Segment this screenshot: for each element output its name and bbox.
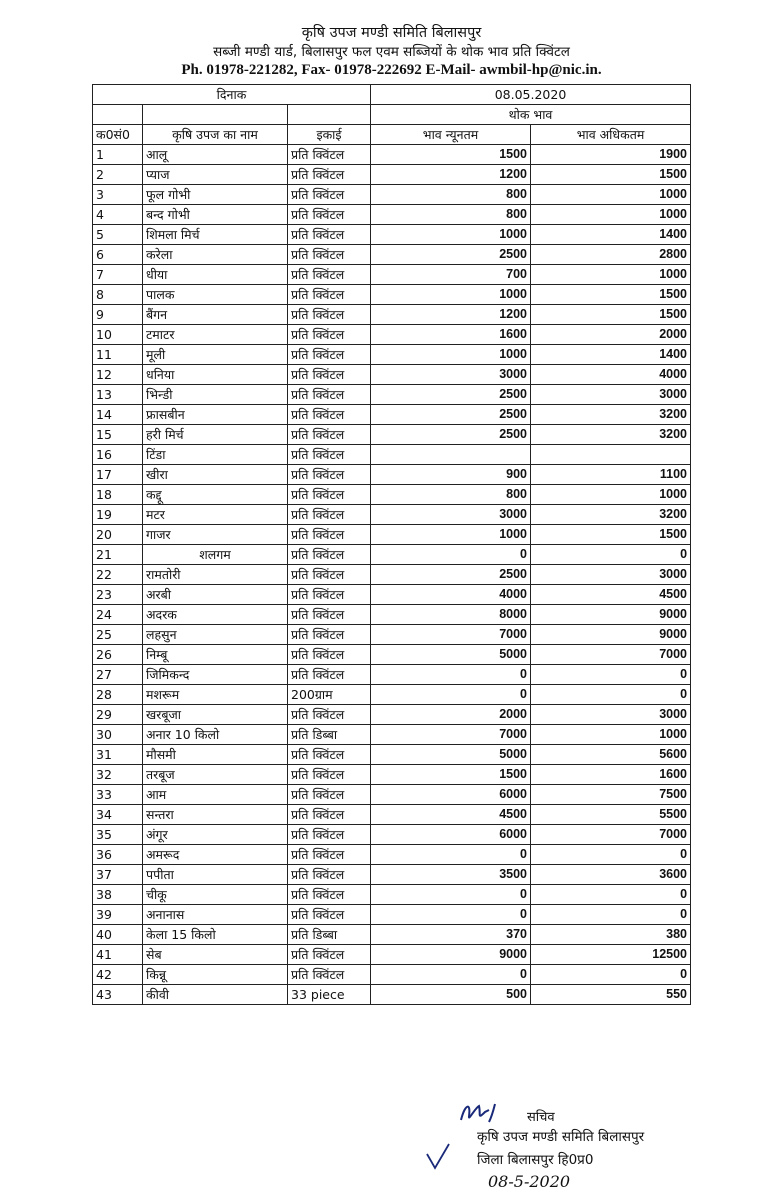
cell-unit: प्रति क्विंटल — [288, 145, 371, 165]
cell-max-rate: 7000 — [531, 645, 691, 665]
cell-unit: प्रति क्विंटल — [288, 885, 371, 905]
table-row — [93, 285, 691, 305]
cell-min-rate: 3000 — [371, 505, 531, 525]
cell-unit: प्रति क्विंटल — [288, 625, 371, 645]
cell-min-rate: 0 — [371, 685, 531, 705]
cell-unit: प्रति क्विंटल — [288, 445, 371, 465]
cell-serial: 30 — [93, 725, 143, 745]
cell-produce-name: भिन्डी — [143, 385, 288, 405]
cell-produce-name: तरबूज — [143, 765, 288, 785]
cell-produce-name: निम्बू — [143, 645, 288, 665]
cell-produce-name: फूल गोभी — [143, 185, 288, 205]
cell-produce-name: करेला — [143, 245, 288, 265]
cell-min-rate: 500 — [371, 985, 531, 1005]
cell-unit: प्रति क्विंटल — [288, 765, 371, 785]
table-row — [93, 845, 691, 865]
cell-unit: प्रति क्विंटल — [288, 785, 371, 805]
cell-min-rate: 9000 — [371, 945, 531, 965]
cell-min-rate: 1000 — [371, 345, 531, 365]
cell-produce-name: अमरूद — [143, 845, 288, 865]
cell-max-rate: 0 — [531, 885, 691, 905]
cell-produce-name: अदरक — [143, 605, 288, 625]
date-label: दिनाक — [93, 85, 371, 105]
cell-min-rate: 2500 — [371, 425, 531, 445]
cell-produce-name: अनार 10 किलो — [143, 725, 288, 745]
cell-min-rate — [371, 445, 531, 465]
cell-max-rate: 1100 — [531, 465, 691, 485]
cell-min-rate: 7000 — [371, 725, 531, 745]
cell-unit: प्रति क्विंटल — [288, 485, 371, 505]
table-row — [93, 585, 691, 605]
cell-min-rate: 2000 — [371, 705, 531, 725]
table-row — [93, 465, 691, 485]
cell-max-rate: 5500 — [531, 805, 691, 825]
cell-serial: 13 — [93, 385, 143, 405]
cell-serial: 26 — [93, 645, 143, 665]
cell-max-rate: 0 — [531, 665, 691, 685]
table-row — [93, 885, 691, 905]
signature-mark — [455, 1098, 525, 1128]
rate-table — [92, 84, 691, 1005]
cell-unit: प्रति क्विंटल — [288, 905, 371, 925]
column-header-row — [93, 125, 691, 145]
cell-unit: प्रति क्विंटल — [288, 705, 371, 725]
cell-unit: प्रति क्विंटल — [288, 465, 371, 485]
cell-max-rate: 9000 — [531, 605, 691, 625]
blank-cell — [143, 105, 288, 125]
cell-serial: 3 — [93, 185, 143, 205]
cell-max-rate: 4500 — [531, 585, 691, 605]
cell-max-rate: 0 — [531, 905, 691, 925]
table-row — [93, 145, 691, 165]
cell-min-rate: 1200 — [371, 165, 531, 185]
cell-unit: प्रति क्विंटल — [288, 845, 371, 865]
cell-max-rate: 1500 — [531, 165, 691, 185]
cell-serial: 23 — [93, 585, 143, 605]
cell-max-rate: 2000 — [531, 325, 691, 345]
cell-min-rate: 0 — [371, 545, 531, 565]
cell-unit: प्रति क्विंटल — [288, 225, 371, 245]
cell-serial: 22 — [93, 565, 143, 585]
cell-serial: 9 — [93, 305, 143, 325]
cell-unit: प्रति क्विंटल — [288, 185, 371, 205]
table-row — [93, 945, 691, 965]
cell-serial: 7 — [93, 265, 143, 285]
cell-min-rate: 1000 — [371, 225, 531, 245]
cell-min-rate: 6000 — [371, 785, 531, 805]
cell-unit: प्रति क्विंटल — [288, 385, 371, 405]
cell-serial: 14 — [93, 405, 143, 425]
cell-min-rate: 5000 — [371, 745, 531, 765]
cell-min-rate: 1500 — [371, 765, 531, 785]
cell-serial: 2 — [93, 165, 143, 185]
table-row — [93, 365, 691, 385]
table-row — [93, 705, 691, 725]
cell-max-rate: 3000 — [531, 705, 691, 725]
cell-min-rate: 1000 — [371, 525, 531, 545]
date-value: 08.05.2020 — [371, 85, 691, 105]
col-header-sn: क0सं0 — [93, 125, 143, 145]
table-row — [93, 785, 691, 805]
cell-produce-name: पालक — [143, 285, 288, 305]
signed-date: 08-5-2020 — [488, 1172, 571, 1191]
table-row — [93, 185, 691, 205]
designation: सचिव — [527, 1110, 555, 1125]
cell-serial: 31 — [93, 745, 143, 765]
signatory-org: कृषि उपज मण्डी समिति बिलासपुर — [477, 1129, 645, 1145]
wholesale-row — [93, 105, 691, 125]
cell-unit: प्रति क्विंटल — [288, 305, 371, 325]
signatory-district: जिला बिलासपुर हि0प्र0 — [477, 1152, 594, 1168]
cell-produce-name: मूली — [143, 345, 288, 365]
cell-min-rate: 800 — [371, 185, 531, 205]
table-row — [93, 725, 691, 745]
cell-min-rate: 0 — [371, 665, 531, 685]
cell-unit: प्रति क्विंटल — [288, 245, 371, 265]
table-row — [93, 805, 691, 825]
cell-max-rate: 5600 — [531, 745, 691, 765]
cell-unit: प्रति क्विंटल — [288, 965, 371, 985]
wholesale-label: थोक भाव — [371, 105, 691, 125]
cell-min-rate: 1600 — [371, 325, 531, 345]
cell-produce-name: शलगम — [143, 545, 288, 565]
cell-produce-name: अनानास — [143, 905, 288, 925]
cell-min-rate: 8000 — [371, 605, 531, 625]
cell-max-rate: 12500 — [531, 945, 691, 965]
cell-produce-name: कद्दू — [143, 485, 288, 505]
cell-produce-name: पपीता — [143, 865, 288, 885]
table-row — [93, 745, 691, 765]
cell-serial: 40 — [93, 925, 143, 945]
cell-unit: प्रति क्विंटल — [288, 285, 371, 305]
cell-produce-name: जिमिकन्द — [143, 665, 288, 685]
cell-serial: 6 — [93, 245, 143, 265]
cell-unit: प्रति क्विंटल — [288, 325, 371, 345]
cell-serial: 20 — [93, 525, 143, 545]
cell-max-rate: 1000 — [531, 205, 691, 225]
cell-min-rate: 900 — [371, 465, 531, 485]
cell-produce-name: शिमला मिर्च — [143, 225, 288, 245]
cell-serial: 19 — [93, 505, 143, 525]
cell-min-rate: 4000 — [371, 585, 531, 605]
cell-max-rate: 1500 — [531, 525, 691, 545]
cell-serial: 10 — [93, 325, 143, 345]
cell-max-rate: 1500 — [531, 305, 691, 325]
cell-serial: 34 — [93, 805, 143, 825]
cell-max-rate: 1400 — [531, 345, 691, 365]
cell-max-rate: 3200 — [531, 505, 691, 525]
cell-max-rate: 1000 — [531, 185, 691, 205]
cell-min-rate: 7000 — [371, 625, 531, 645]
cell-min-rate: 2500 — [371, 405, 531, 425]
cell-max-rate: 550 — [531, 985, 691, 1005]
date-row — [93, 85, 691, 105]
cell-serial: 41 — [93, 945, 143, 965]
table-row — [93, 325, 691, 345]
cell-produce-name: टमाटर — [143, 325, 288, 345]
cell-serial: 1 — [93, 145, 143, 165]
cell-produce-name: धीया — [143, 265, 288, 285]
cell-max-rate: 380 — [531, 925, 691, 945]
cell-unit: प्रति क्विंटल — [288, 345, 371, 365]
table-row — [93, 625, 691, 645]
cell-max-rate: 0 — [531, 685, 691, 705]
cell-serial: 25 — [93, 625, 143, 645]
cell-produce-name: बन्द गोभी — [143, 205, 288, 225]
cell-max-rate: 7500 — [531, 785, 691, 805]
table-row — [93, 425, 691, 445]
cell-unit: प्रति क्विंटल — [288, 585, 371, 605]
cell-max-rate: 3200 — [531, 405, 691, 425]
cell-max-rate: 9000 — [531, 625, 691, 645]
cell-max-rate — [531, 445, 691, 465]
cell-unit: प्रति क्विंटल — [288, 365, 371, 385]
cell-produce-name: मटर — [143, 505, 288, 525]
cell-produce-name: किन्नू — [143, 965, 288, 985]
cell-produce-name: सन्तरा — [143, 805, 288, 825]
cell-produce-name: अंगूर — [143, 825, 288, 845]
cell-unit: प्रति डिब्बा — [288, 725, 371, 745]
cell-min-rate: 0 — [371, 905, 531, 925]
cell-serial: 11 — [93, 345, 143, 365]
cell-produce-name: केला 15 किलो — [143, 925, 288, 945]
cell-min-rate: 2500 — [371, 245, 531, 265]
cell-min-rate: 370 — [371, 925, 531, 945]
cell-serial: 16 — [93, 445, 143, 465]
cell-max-rate: 1500 — [531, 285, 691, 305]
table-row — [93, 645, 691, 665]
col-header-unit: इकाई — [288, 125, 371, 145]
cell-max-rate: 3000 — [531, 565, 691, 585]
table-row — [93, 345, 691, 365]
table-row — [93, 485, 691, 505]
cell-serial: 8 — [93, 285, 143, 305]
table-row — [93, 765, 691, 785]
cell-max-rate: 0 — [531, 965, 691, 985]
col-header-name: कृषि उपज का नाम — [143, 125, 288, 145]
cell-max-rate: 1400 — [531, 225, 691, 245]
cell-produce-name: अरबी — [143, 585, 288, 605]
table-row — [93, 565, 691, 585]
cell-serial: 15 — [93, 425, 143, 445]
table-row — [93, 205, 691, 225]
cell-min-rate: 1000 — [371, 285, 531, 305]
cell-produce-name: आम — [143, 785, 288, 805]
cell-unit: 200ग्राम — [288, 685, 371, 705]
table-row — [93, 305, 691, 325]
table-row — [93, 405, 691, 425]
table-row — [93, 445, 691, 465]
cell-produce-name: टिंडा — [143, 445, 288, 465]
cell-serial: 32 — [93, 765, 143, 785]
cell-unit: प्रति क्विंटल — [288, 205, 371, 225]
cell-max-rate: 1000 — [531, 485, 691, 505]
cell-produce-name: हरी मिर्च — [143, 425, 288, 445]
cell-max-rate: 1000 — [531, 265, 691, 285]
cell-serial: 42 — [93, 965, 143, 985]
table-row — [93, 265, 691, 285]
cell-produce-name: चीकू — [143, 885, 288, 905]
cell-serial: 35 — [93, 825, 143, 845]
cell-unit: प्रति क्विंटल — [288, 945, 371, 965]
cell-unit: प्रति डिब्बा — [288, 925, 371, 945]
cell-produce-name: मशरूम — [143, 685, 288, 705]
cell-serial: 21 — [93, 545, 143, 565]
cell-min-rate: 4500 — [371, 805, 531, 825]
cell-max-rate: 3200 — [531, 425, 691, 445]
cell-max-rate: 0 — [531, 845, 691, 865]
cell-min-rate: 3500 — [371, 865, 531, 885]
cell-unit: प्रति क्विंटल — [288, 745, 371, 765]
cell-unit: प्रति क्विंटल — [288, 405, 371, 425]
table-row — [93, 165, 691, 185]
cell-unit: प्रति क्विंटल — [288, 645, 371, 665]
cell-min-rate: 800 — [371, 205, 531, 225]
cell-max-rate: 1000 — [531, 725, 691, 745]
cell-unit: प्रति क्विंटल — [288, 165, 371, 185]
table-row — [93, 865, 691, 885]
cell-min-rate: 3000 — [371, 365, 531, 385]
cell-unit: 33 piece — [288, 985, 371, 1005]
cell-unit: प्रति क्विंटल — [288, 545, 371, 565]
cell-unit: प्रति क्विंटल — [288, 525, 371, 545]
cell-produce-name: मौसमी — [143, 745, 288, 765]
cell-min-rate: 0 — [371, 885, 531, 905]
cell-serial: 38 — [93, 885, 143, 905]
org-heading: कृषि उपज मण्डी समिति बिलासपुर — [301, 25, 482, 41]
cell-unit: प्रति क्विंटल — [288, 565, 371, 585]
cell-produce-name: रामतोरी — [143, 565, 288, 585]
cell-unit: प्रति क्विंटल — [288, 825, 371, 845]
table-row — [93, 925, 691, 945]
cell-min-rate: 2500 — [371, 565, 531, 585]
cell-serial: 33 — [93, 785, 143, 805]
cell-max-rate: 4000 — [531, 365, 691, 385]
table-row — [93, 605, 691, 625]
cell-max-rate: 2800 — [531, 245, 691, 265]
blank-cell — [93, 105, 143, 125]
cell-produce-name: प्याज — [143, 165, 288, 185]
cell-produce-name: आलू — [143, 145, 288, 165]
cell-serial: 18 — [93, 485, 143, 505]
table-row — [93, 245, 691, 265]
cell-serial: 27 — [93, 665, 143, 685]
cell-serial: 5 — [93, 225, 143, 245]
cell-serial: 37 — [93, 865, 143, 885]
cell-produce-name: फ्रासबीन — [143, 405, 288, 425]
cell-serial: 4 — [93, 205, 143, 225]
cell-produce-name: खरबूजा — [143, 705, 288, 725]
rate-list-subtitle: सब्जी मण्डी यार्ड, बिलासपुर फल एवम सब्जियों के थोक भाव प्रति क्विंटल — [213, 44, 570, 60]
cell-serial: 36 — [93, 845, 143, 865]
table-row — [93, 505, 691, 525]
table-row — [93, 685, 691, 705]
cell-min-rate: 1500 — [371, 145, 531, 165]
tick-mark — [423, 1142, 453, 1172]
table-row — [93, 985, 691, 1005]
cell-serial: 28 — [93, 685, 143, 705]
cell-min-rate: 6000 — [371, 825, 531, 845]
col-header-min: भाव न्यूनतम — [371, 125, 531, 145]
cell-max-rate: 1600 — [531, 765, 691, 785]
table-row — [93, 965, 691, 985]
cell-min-rate: 1200 — [371, 305, 531, 325]
table-row — [93, 825, 691, 845]
cell-produce-name: सेब — [143, 945, 288, 965]
blank-cell — [288, 105, 371, 125]
cell-min-rate: 0 — [371, 845, 531, 865]
cell-produce-name: धनिया — [143, 365, 288, 385]
cell-produce-name: कीवी — [143, 985, 288, 1005]
table-row — [93, 225, 691, 245]
cell-max-rate: 3600 — [531, 865, 691, 885]
cell-unit: प्रति क्विंटल — [288, 605, 371, 625]
table-row — [93, 905, 691, 925]
cell-max-rate: 7000 — [531, 825, 691, 845]
cell-produce-name: गाजर — [143, 525, 288, 545]
cell-max-rate: 1900 — [531, 145, 691, 165]
table-row — [93, 665, 691, 685]
cell-produce-name: खीरा — [143, 465, 288, 485]
cell-min-rate: 0 — [371, 965, 531, 985]
cell-unit: प्रति क्विंटल — [288, 665, 371, 685]
cell-unit: प्रति क्विंटल — [288, 265, 371, 285]
cell-serial: 17 — [93, 465, 143, 485]
cell-produce-name: बैंगन — [143, 305, 288, 325]
cell-unit: प्रति क्विंटल — [288, 865, 371, 885]
cell-serial: 12 — [93, 365, 143, 385]
cell-serial: 39 — [93, 905, 143, 925]
contact-line: Ph. 01978-221282, Fax- 01978-222692 E-Mail- awmbil-hp@nic.in. — [181, 62, 602, 78]
cell-serial: 43 — [93, 985, 143, 1005]
cell-serial: 29 — [93, 705, 143, 725]
col-header-max: भाव अधिकतम — [531, 125, 691, 145]
cell-produce-name: लहसुन — [143, 625, 288, 645]
table-row — [93, 525, 691, 545]
cell-unit: प्रति क्विंटल — [288, 805, 371, 825]
cell-min-rate: 700 — [371, 265, 531, 285]
cell-min-rate: 800 — [371, 485, 531, 505]
cell-min-rate: 5000 — [371, 645, 531, 665]
cell-min-rate: 2500 — [371, 385, 531, 405]
cell-max-rate: 3000 — [531, 385, 691, 405]
table-row — [93, 385, 691, 405]
cell-unit: प्रति क्विंटल — [288, 425, 371, 445]
cell-unit: प्रति क्विंटल — [288, 505, 371, 525]
cell-max-rate: 0 — [531, 545, 691, 565]
cell-serial: 24 — [93, 605, 143, 625]
table-row — [93, 545, 691, 565]
